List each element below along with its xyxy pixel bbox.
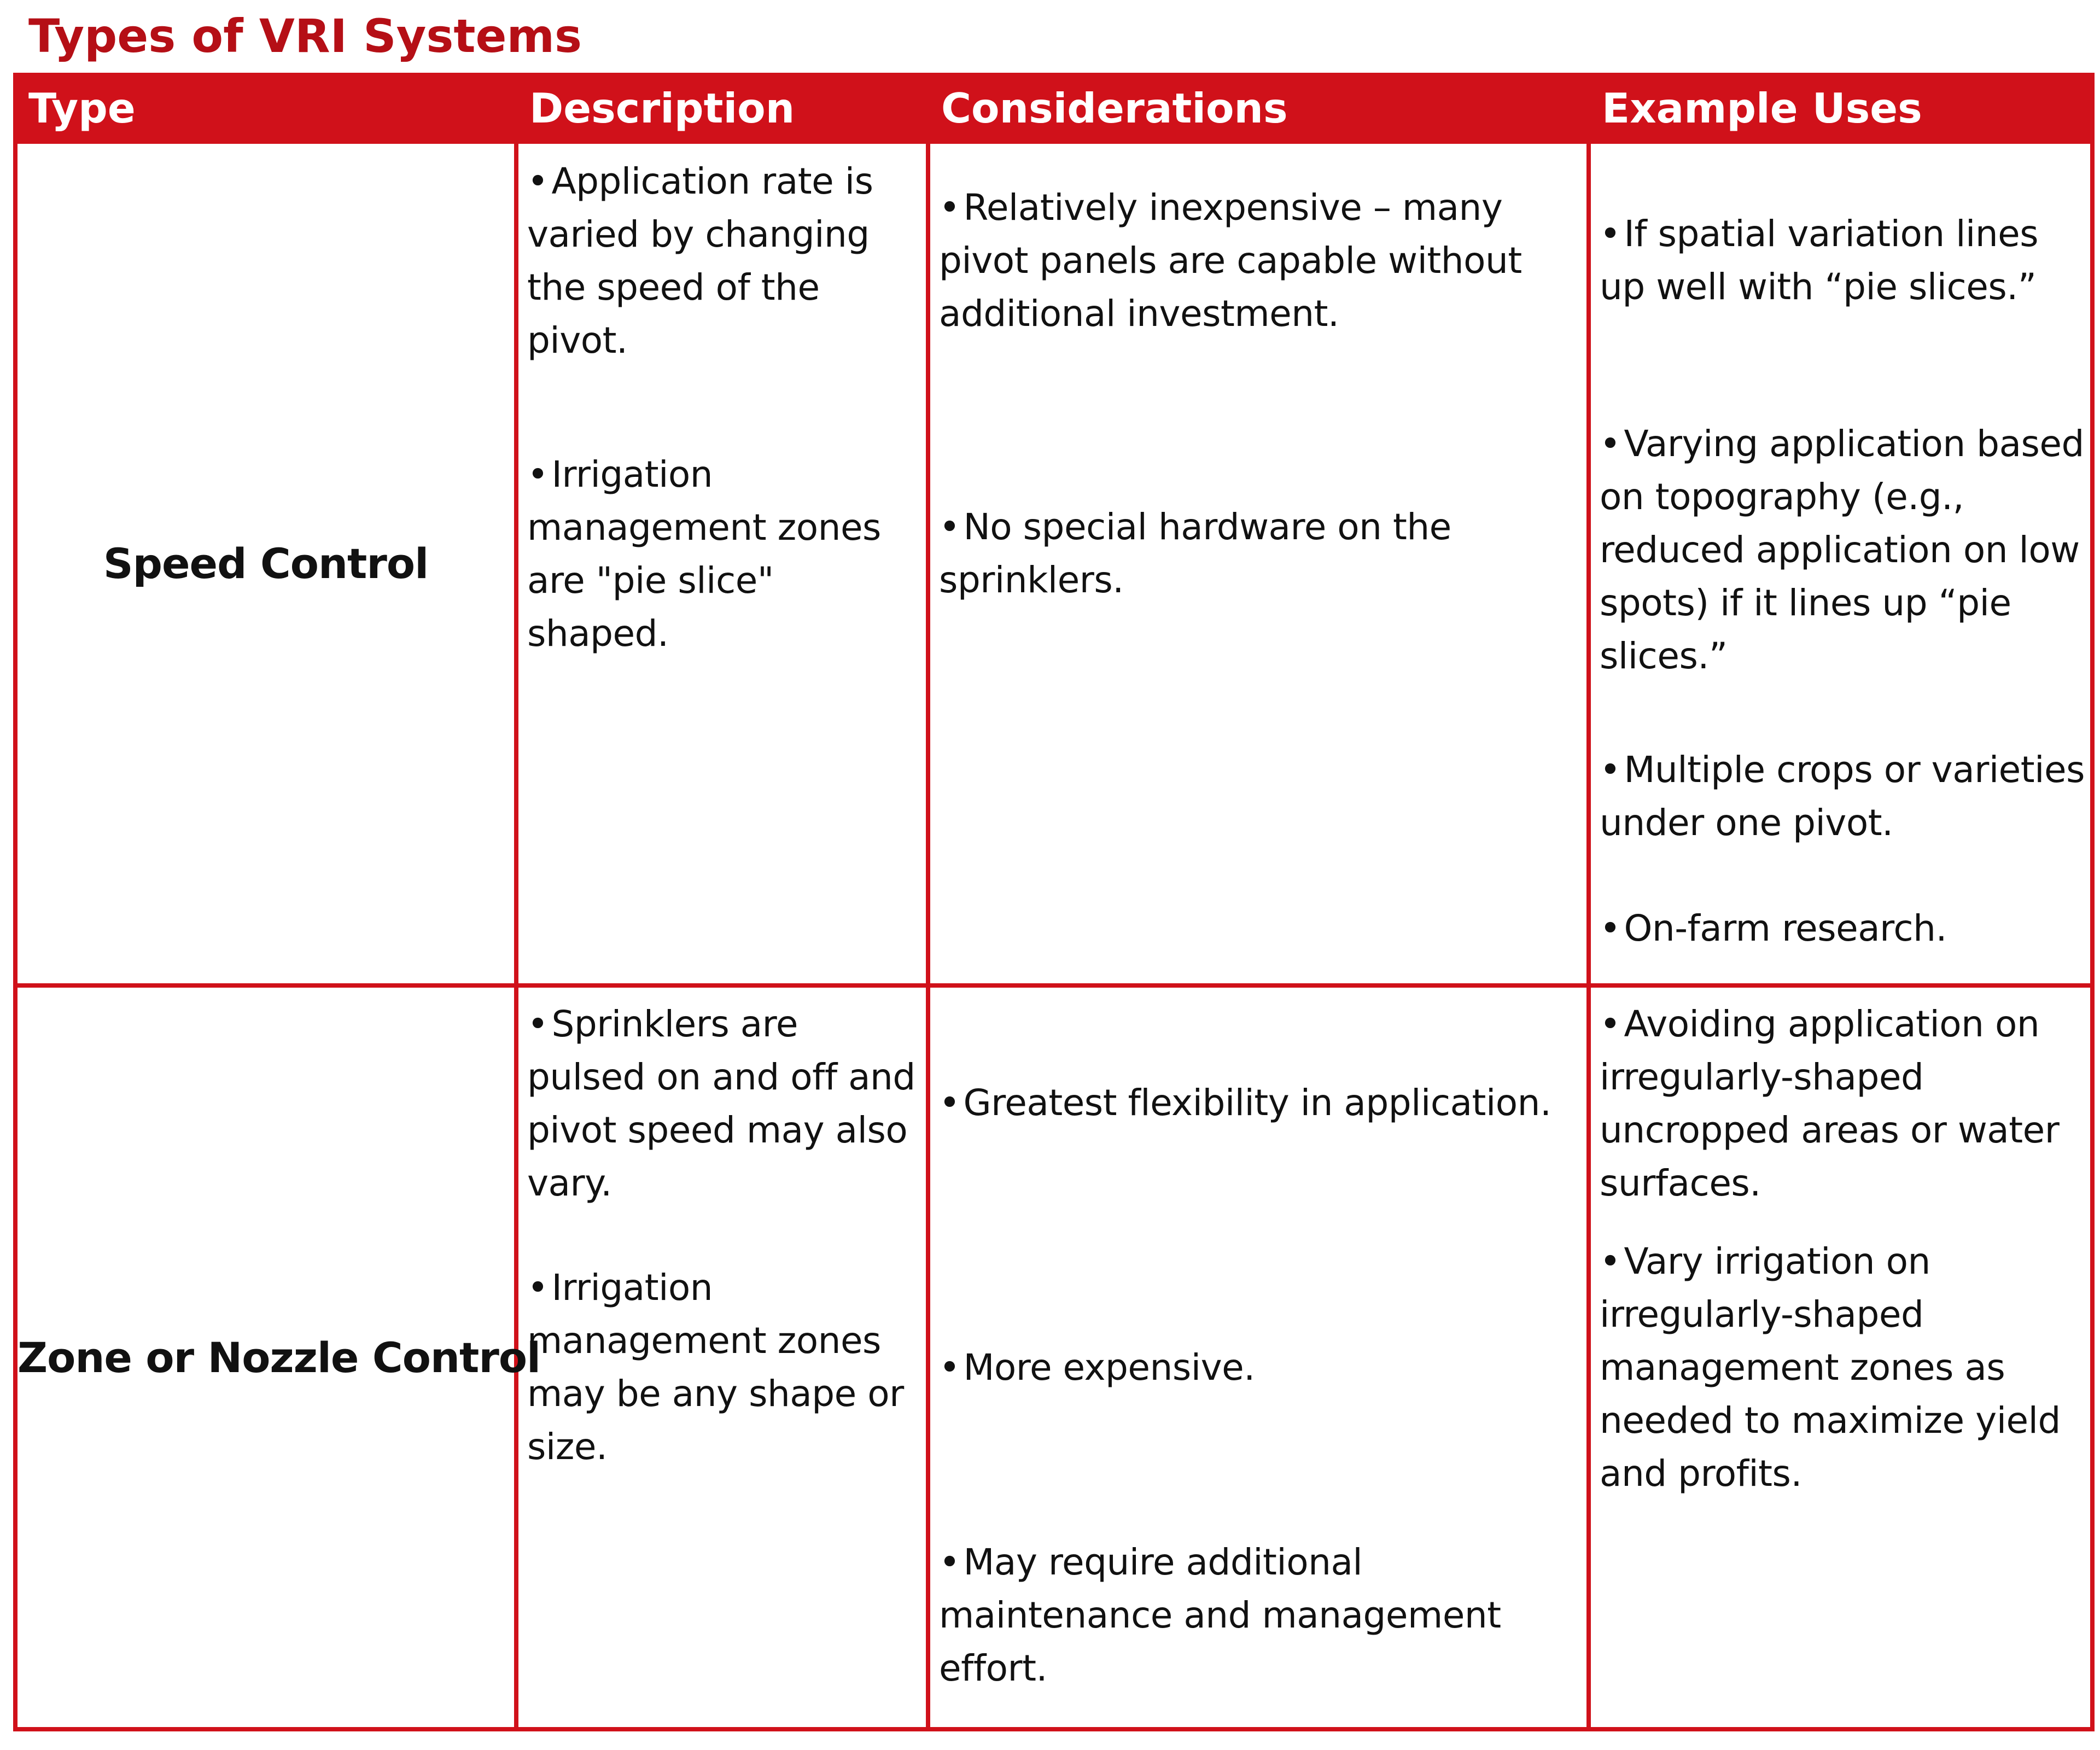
example-uses-cell bbox=[1589, 985, 2092, 1729]
considerations-cell bbox=[928, 985, 1589, 1729]
vri-types-table bbox=[13, 73, 2095, 1731]
list-item: •Multiple crops or varieties under one pivot. bbox=[1600, 749, 2085, 844]
list-item: •Greatest flexibility in application. bbox=[939, 1082, 1551, 1124]
list-item: •Avoiding application on irregularly-shaped uncropped areas or water surfaces. bbox=[1600, 1003, 2060, 1204]
description-cell bbox=[516, 142, 928, 985]
description-cell bbox=[516, 985, 928, 1729]
type-cell: Zone or Nozzle Control bbox=[15, 985, 516, 1729]
list-item: •Sprinklers are pulsed on and off and pivot speed may also vary. bbox=[527, 1003, 915, 1204]
list-item: •Application rate is varied by changing the speed of the pivot. bbox=[527, 160, 873, 361]
column-header-description: Description bbox=[516, 75, 928, 142]
list-item: •May require additional maintenance and management effort. bbox=[939, 1541, 1501, 1689]
table-header-row bbox=[15, 75, 2092, 142]
list-item: •Vary irrigation on irregularly-shaped management zones as needed to maximize yield and profits. bbox=[1600, 1240, 2061, 1495]
list-item: •Varying application based on topography (e.g., reduced application on low spots) if it lines up “pie slices.” bbox=[1600, 423, 2084, 677]
list-item: •More expensive. bbox=[939, 1346, 1255, 1389]
type-cell: Speed Control bbox=[15, 142, 516, 985]
list-item: •No special hardware on the sprinklers. bbox=[939, 506, 1451, 601]
considerations-cell bbox=[928, 142, 1589, 985]
page-title: Types of VRI Systems bbox=[28, 9, 582, 63]
list-item: •Irrigation management zones are "pie slice" shaped. bbox=[527, 453, 881, 655]
table-row-speed-control bbox=[15, 142, 2092, 985]
list-item: •On-farm research. bbox=[1600, 907, 1947, 949]
list-item: •If spatial variation lines up well with “pie slices.” bbox=[1600, 213, 2039, 308]
example-uses-cell bbox=[1589, 142, 2092, 985]
column-header-type: Type bbox=[15, 75, 516, 142]
column-header-example-uses: Example Uses bbox=[1589, 75, 2092, 142]
list-item: •Irrigation management zones may be any shape or size. bbox=[527, 1267, 904, 1468]
column-header-considerations: Considerations bbox=[928, 75, 1589, 142]
list-item: •Relatively inexpensive – many pivot panels are capable without additional investment. bbox=[939, 186, 1522, 335]
table-row-zone-or-nozzle-control bbox=[15, 985, 2092, 1729]
